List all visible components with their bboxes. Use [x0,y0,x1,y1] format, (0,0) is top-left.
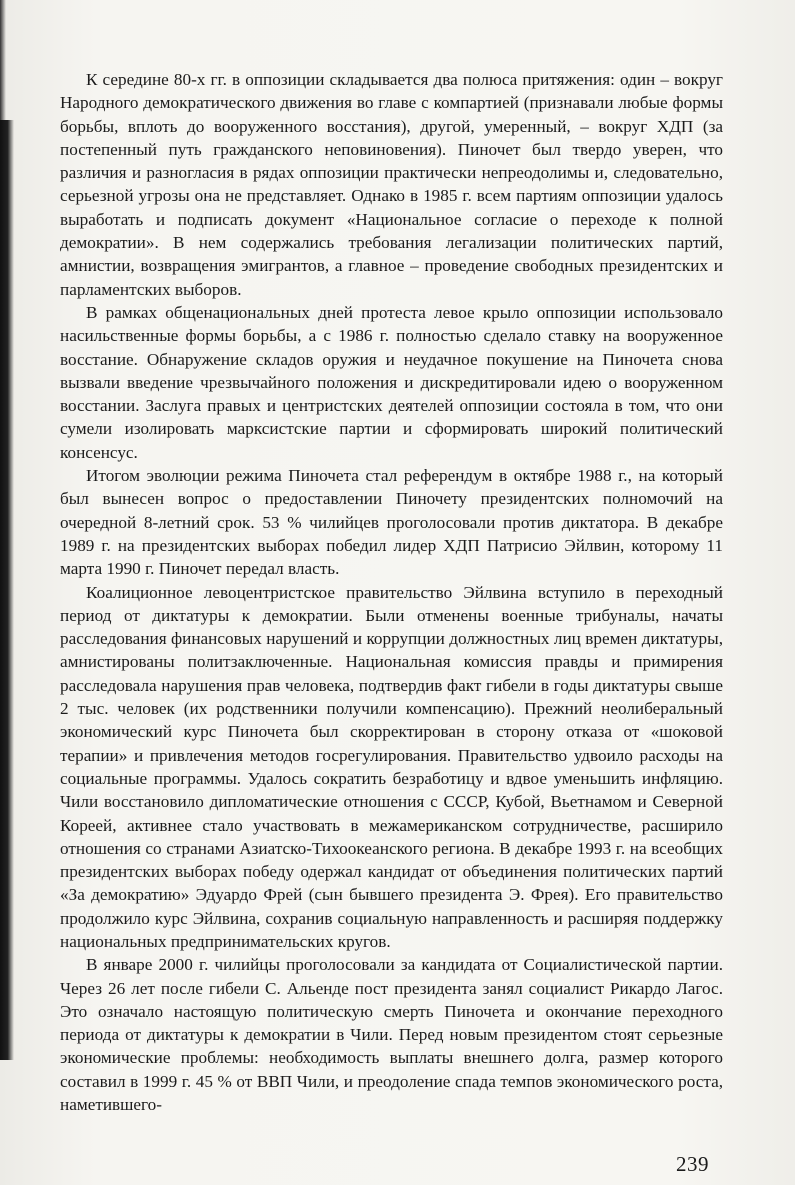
paragraph-5: В январе 2000 г. чилийцы проголосовали за кандидата от Социалистической партии. Через 26 лет после гибели С. Альенде пост президента занял социалист Рикардо Лагос. Это означало настоящую политическую смерть Пиночета и окончание переходного периода от диктатуры к демократии в Чили. Перед новым президентом стоят серьезные экономические проблемы: необходимость выплаты внешнего долга, размер которого составил в 1999 г. 45 % от ВВП Чили, и преодоление спада темпов экономического роста, наметившего- [60,955,723,1115]
paragraph-3: Итогом эволюции режима Пиночета стал референдум в октябре 1988 г., на который был вынесен вопрос о предоставлении Пиночету президентских полномочий на очередной 8-летний срок. 53 % чилийцев проголосовали против диктатора. В декабре 1989 г. на президентских выборах победил лидер ХДП Патрисио Эйлвин, которому 11 марта 1990 г. Пиночет передал власть. [60,466,723,579]
page-number: 239 [676,1152,709,1176]
body-text [60,68,723,1116]
scan-edge-shadow [0,120,14,1060]
paragraph-4: Коалиционное левоцентристское правительство Эйлвина вступило в переходный период от диктатуры к демократии. Были отменены военные трибуналы, начаты расследования финансовых нарушений и коррупции должностных лиц времен диктатуры, амнистированы политзаключенные. Национальная комиссия правды и примирения расследовала нарушения прав человека, подтвердив факт гибели в годы диктатуры свыше 2 тыс. человек (их родственники получили компенсацию). Прежний неолиберальный экономический курс Пиночета был скорректирован в сторону отказа от «шоковой терапии» и привлечения методов госрегулирования. Правительство удвоило расходы на социальные программы. Удалось сократить безработицу и вдвое уменьшить инфляцию. Чили восстановило дипломатические отношения с СССР, Кубой, Вьетнамом и Северной Кореей, активнее стало участвовать в межамериканском сотрудничестве, расширило отношения со странами Азиатско-Тихоокеанского региона. В декабре 1993 г. на всеобщих президентских выборах победу одержал кандидат от объединения политических партий «За демократию» Эдуардо Фрей (сын бывшего президента Э. Фрея). Его правительство продолжило курс Эйлвина, сохранив социальную направленность и расширяя поддержку национальных предпринимательских кругов. [60,582,723,951]
paragraph-1: К середине 80-х гг. в оппозиции складывается два полюса притяжения: один – вокруг Народного демократического движения во главе с компартией (признавали любые формы борьбы, вплоть до вооруженного восстания), другой, умеренный, – вокруг ХДП (за постепенный путь гражданского неповиновения). Пиночет был твердо уверен, что различия и разногласия в рядах оппозиции практически непреодолимы и, следовательно, серьезной угрозы она не представляет. Однако в 1985 г. всем партиям оппозиции удалось выработать и подписать документ «Национальное согласие о переходе к полной демократии». В нем содержались требования легализации политических партий, амнистии, возвращения эмигрантов, а главное – проведение свободных президентских и парламентских выборов. [60,70,723,299]
paragraph-2: В рамках общенациональных дней протеста левое крыло оппозиции использовало насильственные формы борьбы, а с 1986 г. полностью сделало ставку на вооруженное восстание. Обнаружение складов оружия и неудачное покушение на Пиночета снова вызвали введение чрезвычайного положения и дискредитировали идею о вооруженном восстании. Заслуга правых и центристских деятелей оппозиции состояла в том, что они сумели изолировать марксистские партии и сформировать широкий политический консенсус. [60,302,723,462]
scan-edge-shadow-top [0,0,6,120]
